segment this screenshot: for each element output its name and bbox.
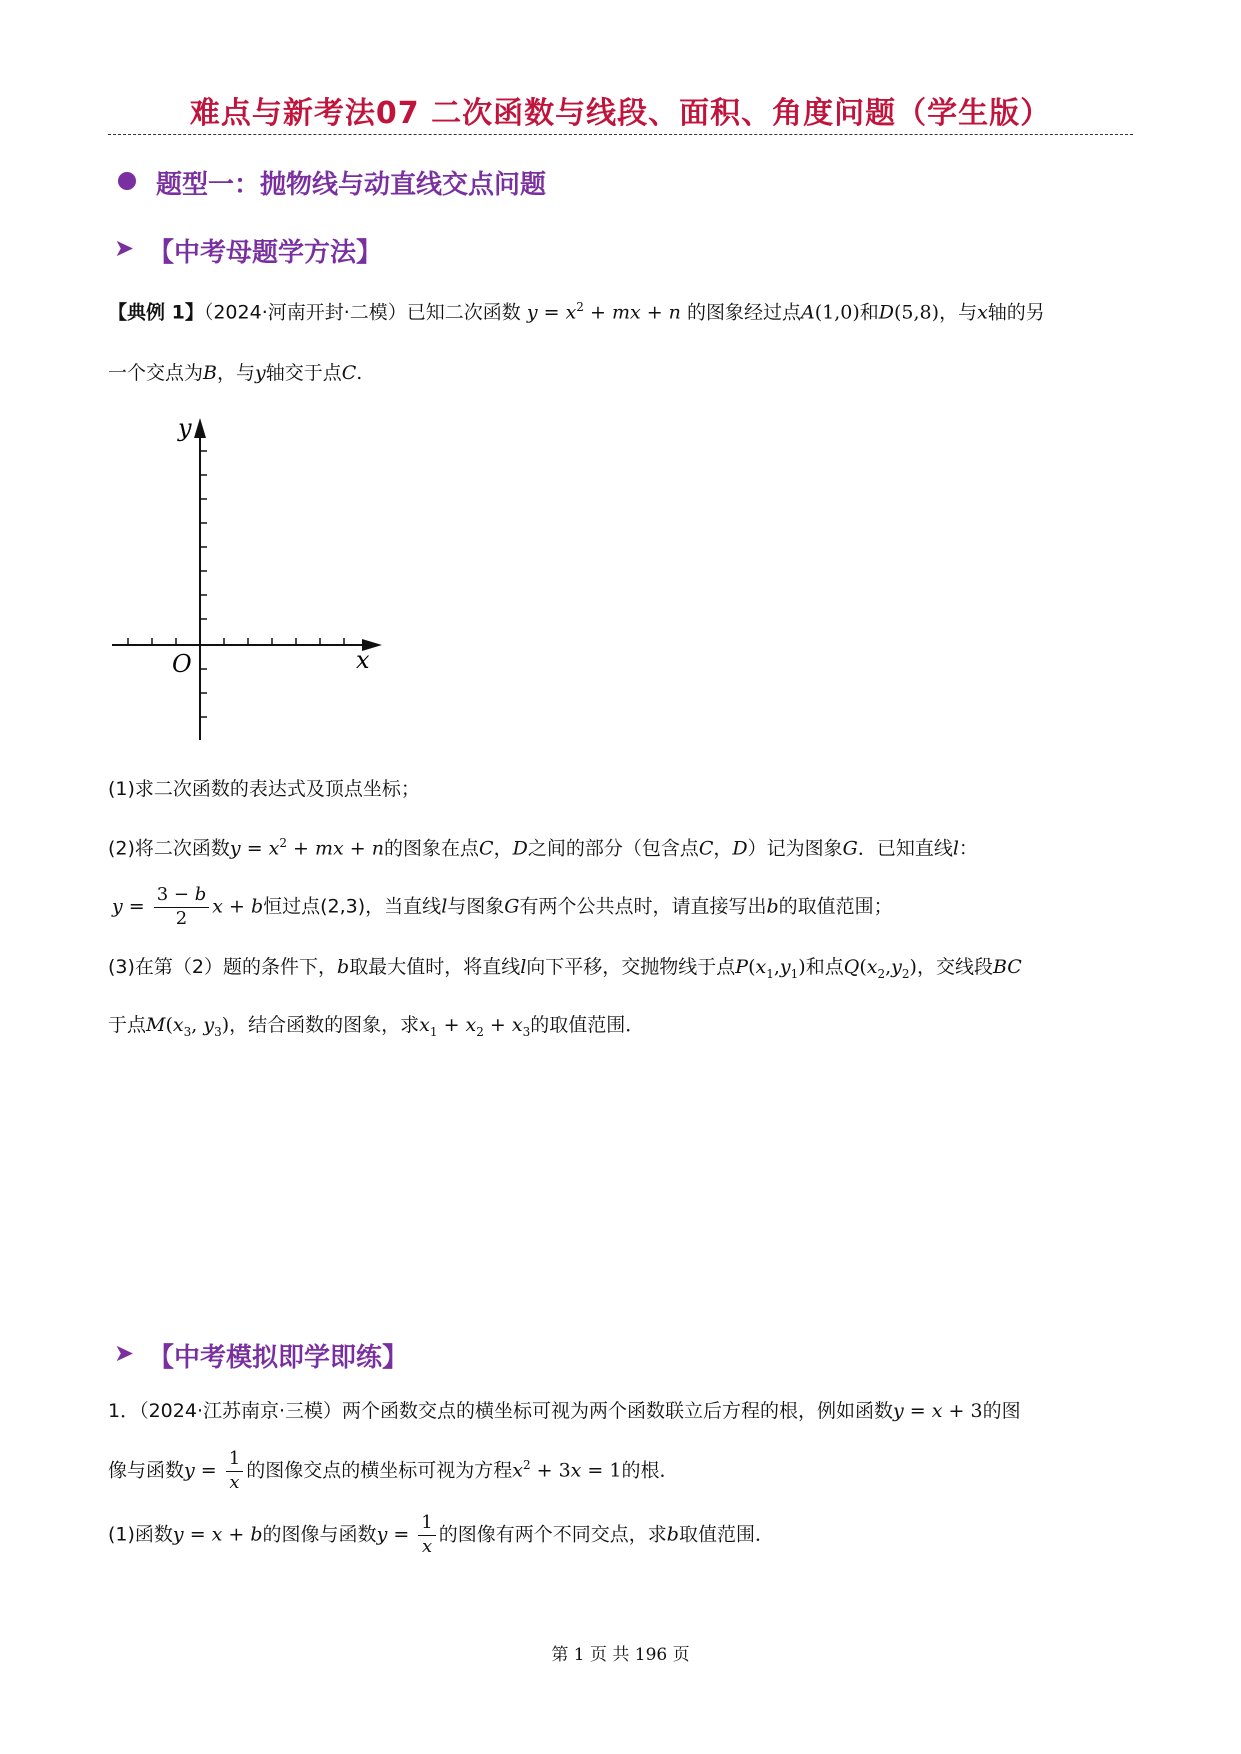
text: 的图 bbox=[982, 1400, 1021, 1422]
question-2-line-2: y = $\frac{3 - b}{2}$ x + b恒过点(2,3)，当直线l与图象G有两个公共点时，请直接写出b的取值范围； bbox=[112, 884, 893, 929]
question-2-line-1: (2)将二次函数$y = x^2$ + mx + n的图象在点C，D之间的部分（包含点C，D）记为图象G．已知直线l： bbox=[108, 836, 978, 860]
text: 的取值范围． bbox=[530, 1014, 645, 1036]
text: 的根． bbox=[621, 1459, 679, 1482]
y-arrow-icon bbox=[194, 418, 206, 438]
text: 像与函数 bbox=[108, 1459, 185, 1482]
practice-1-line-1: 1．（2024·江苏南京·三模）两个函数交点的横坐标可视为两个函数联立后方程的根，例如函数y = x + 3的图 bbox=[108, 1400, 1021, 1422]
section-subheading-method: 【中考母题学方法】 bbox=[148, 238, 383, 268]
x-axis-label: x bbox=[356, 646, 370, 674]
example-line-1: 【典例 1】（2024·河南开封·二模）已知二次函数 $y = x^2$ + mx + n 的图象经过点A(1,0)和D(5,8)，与x轴的另 bbox=[108, 300, 1045, 324]
question-3-line-2: 于点$M(x_3$, $y_3$)，结合函数的图象，求$x_1 + x_2 + x_3$的取值范围． bbox=[108, 1014, 645, 1039]
question-1: (1)求二次函数的表达式及顶点坐标； bbox=[108, 778, 420, 800]
question-3-line-1: (3)在第（2）题的条件下，b取最大值时，将直线l向下平移，交抛物线于点$P(x_1,y_1)$和点$Q(x_2,y_2)$，交线段BC bbox=[108, 956, 1022, 981]
fraction: $\frac{3 - b}{2}$ bbox=[154, 884, 210, 930]
practice-1-line-2: 像与函数y = $\frac{1}{x}$ 的图像交点的横坐标可视为方程$x^2 + 3x = 1$的根． bbox=[108, 1448, 679, 1493]
page-footer: 第 1 页 共 196 页 bbox=[551, 1645, 690, 1665]
text: 轴交于点 bbox=[265, 362, 342, 384]
text: 的图象经过点 bbox=[686, 301, 801, 324]
text: 1．（2024·江苏南京·三模）两个函数交点的横坐标可视为两个函数联立后方程的根，例如函数 bbox=[108, 1400, 894, 1422]
point-a: A bbox=[800, 301, 815, 324]
example-source: （2024·河南开封·二模） bbox=[203, 301, 407, 324]
text: 轴的另 bbox=[987, 301, 1045, 324]
text: 之间的部分（包含点 bbox=[527, 837, 699, 860]
text: 于点 bbox=[108, 1014, 147, 1036]
text: 与图象 bbox=[447, 895, 505, 918]
text: ）记为图象 bbox=[747, 837, 843, 860]
text: (2)将二次函数 bbox=[108, 837, 230, 860]
text: 取最大值时，将直线 bbox=[349, 956, 521, 978]
text: (3)在第（2）题的条件下， bbox=[108, 956, 338, 978]
text: 一个交点为 bbox=[108, 362, 204, 384]
text: 的图象在点 bbox=[384, 837, 480, 860]
fraction: $\frac{1}{x}$ bbox=[226, 1448, 243, 1494]
text: 的图像与函数 bbox=[262, 1523, 377, 1546]
point-d: D bbox=[878, 301, 895, 324]
type-heading: 题型一：抛物线与动直线交点问题 bbox=[156, 170, 547, 200]
section-subheading-practice: 【中考模拟即学即练】 bbox=[148, 1343, 409, 1373]
text: 的取值范围； bbox=[778, 895, 893, 918]
text: 已知二次函数 bbox=[406, 301, 521, 324]
example-line-2: 一个交点为B，与y轴交于点C. bbox=[108, 362, 363, 384]
text: 恒过点(2,3)，当直线 bbox=[263, 895, 442, 918]
arrow-icon: ➤ bbox=[114, 234, 135, 262]
coordinate-graph bbox=[100, 410, 390, 750]
text: 有两个公共点时，请直接写出 bbox=[519, 895, 767, 918]
text: ．已知直线 bbox=[857, 837, 953, 860]
origin-label: O bbox=[172, 650, 192, 678]
title-divider bbox=[108, 134, 1133, 135]
text: ，与 bbox=[939, 301, 978, 324]
text: ，与 bbox=[216, 362, 255, 384]
text: ，交线段 bbox=[916, 956, 993, 978]
text: 的图像交点的横坐标可视为方程 bbox=[246, 1459, 513, 1482]
page-title: 难点与新考法07 二次函数与线段、面积、角度问题（学生版） bbox=[189, 96, 1052, 131]
text: (1)函数 bbox=[108, 1523, 173, 1546]
formula: y bbox=[526, 301, 538, 324]
text: 向下平移，交抛物线于点 bbox=[526, 956, 736, 978]
practice-question-1: (1)函数y = x + b的图像与函数y = $\frac{1}{x}$ 的图像有两个不同交点，求b取值范围． bbox=[108, 1512, 774, 1557]
y-axis-label: y bbox=[178, 414, 192, 442]
text: 和点 bbox=[805, 956, 844, 978]
example-label: 【典例 1】 bbox=[108, 301, 204, 324]
arrow-icon: ➤ bbox=[114, 1339, 135, 1367]
fraction: $\frac{1}{x}$ bbox=[418, 1512, 435, 1558]
text: 的图像有两个不同交点，求 bbox=[438, 1523, 667, 1546]
text: 取值范围． bbox=[678, 1523, 774, 1546]
text: ，结合函数的图象，求 bbox=[229, 1014, 420, 1036]
bullet-icon bbox=[118, 172, 136, 190]
text: 和 bbox=[859, 301, 879, 324]
